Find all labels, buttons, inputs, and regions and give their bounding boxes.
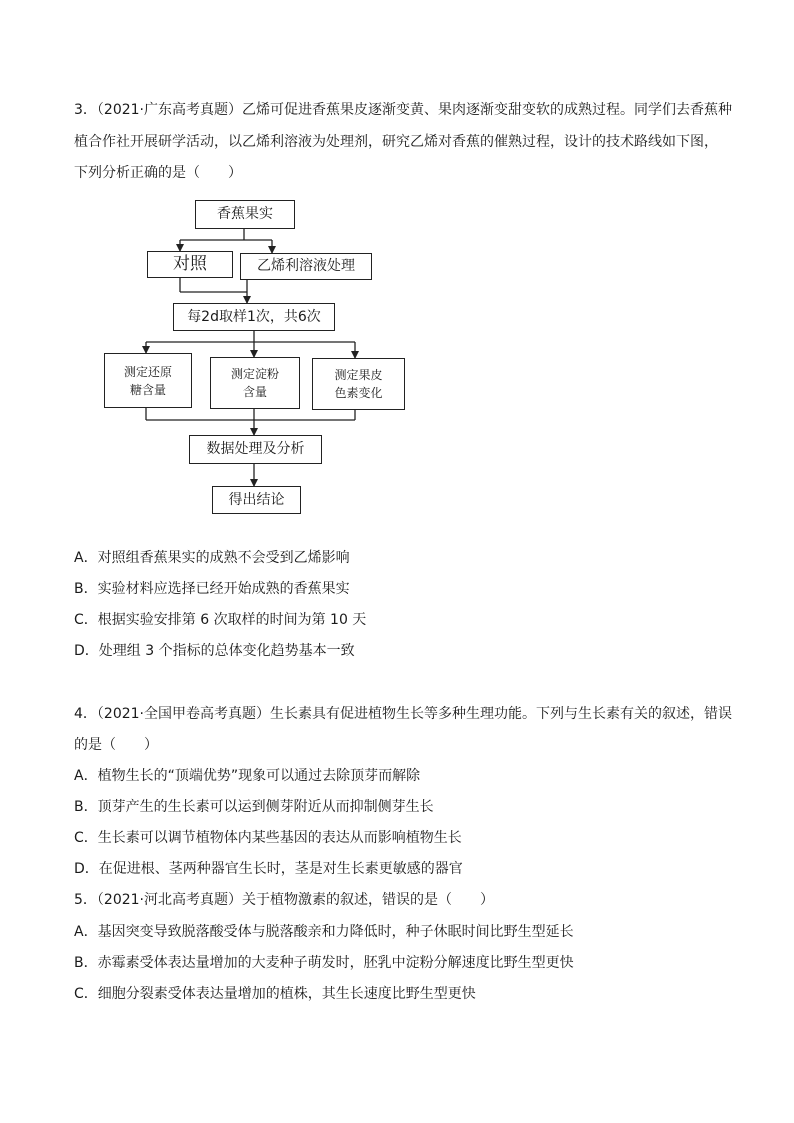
q5-option-c: C．细胞分裂素受体表达量增加的植株，其生长速度比野生型更快 (74, 986, 476, 1002)
flow-control-label: 对照 (173, 254, 207, 274)
flow-treatment-label: 乙烯利溶液处理 (257, 258, 355, 274)
flow-analysis-label: 数据处理及分析 (206, 441, 305, 457)
q4-option-a: A．植物生长的“顶端优势”现象可以通过去除顶芽而解除 (74, 768, 421, 784)
q3-option-b: B．实验材料应选择已经开始成熟的香蕉果实 (74, 581, 350, 597)
q5-option-a: A．基因突变导致脱落酸受体与脱落酸亲和力降低时，种子休眠时间比野生型延长 (74, 924, 574, 940)
q5-stem-line-1: 5．（2021·河北高考真题）关于植物激素的叙述，错误的是（ ） (74, 892, 494, 908)
flow-banana-label: 香蕉果实 (217, 206, 273, 222)
flow-conclusion-label: 得出结论 (228, 491, 285, 508)
q5-option-b: B．赤霉素受体表达量增加的大麦种子萌发时，胚乳中淀粉分解速度比野生型更快 (74, 955, 574, 971)
flow-banana-box (195, 200, 295, 229)
flow-treatment-box (240, 253, 372, 280)
flow-sugar-box (104, 353, 192, 408)
q3-stem-line-1: 3．（2021·广东高考真题）乙烯可促进香蕉果皮逐渐变黄、果肉逐渐变甜变软的成熟过程。同学们去香蕉种 (74, 102, 732, 118)
q3-option-c: C．根据实验安排第 6 次取样的时间为第 10 天 (74, 612, 367, 628)
flow-control-box (147, 251, 233, 278)
flow-starch-label-2: 含量 (242, 385, 267, 399)
flow-conclusion-box (212, 486, 301, 514)
q3-option-d: D．处理组 3 个指标的总体变化趋势基本一致 (74, 643, 355, 659)
flow-sampling-box (173, 303, 335, 331)
flow-pigment-label-2: 色素变化 (334, 386, 383, 400)
q4-option-b: B．顶芽产生的生长素可以运到侧芽附近从而抑制侧芽生长 (74, 799, 434, 815)
q4-option-d: D．在促进根、茎两种器官生长时，茎是对生长素更敏感的器官 (74, 861, 463, 877)
flow-sugar-label-1: 测定还原 (123, 364, 172, 379)
q4-stem-line-2: 的是（ ） (74, 737, 158, 753)
q3-stem-line-2: 植合作社开展研学活动，以乙烯利溶液为处理剂，研究乙烯对香蕉的催熟过程，设计的技术路线如下图， (74, 134, 718, 150)
q4-option-c: C．生长素可以调节植物体内某些基因的表达从而影响植物生长 (74, 830, 462, 846)
flow-sampling-label: 每2d取样1次，共6次 (187, 308, 321, 325)
q4-stem-line-1: 4．（2021·全国甲卷高考真题）生长素具有促进植物生长等多种生理功能。下列与生长素有关的叙述，错误 (74, 706, 732, 722)
flow-analysis-box (189, 435, 322, 464)
q3-option-a: A．对照组香蕉果实的成熟不会受到乙烯影响 (74, 550, 350, 566)
flow-starch-label-1: 测定淀粉 (230, 367, 279, 381)
flow-starch-box (210, 357, 300, 409)
flow-pigment-box (312, 358, 405, 410)
flow-pigment-label-1: 测定果皮 (334, 368, 383, 382)
q3-stem-line-3: 下列分析正确的是（ ） (74, 165, 242, 181)
flow-sugar-label-2: 糖含量 (129, 382, 166, 397)
